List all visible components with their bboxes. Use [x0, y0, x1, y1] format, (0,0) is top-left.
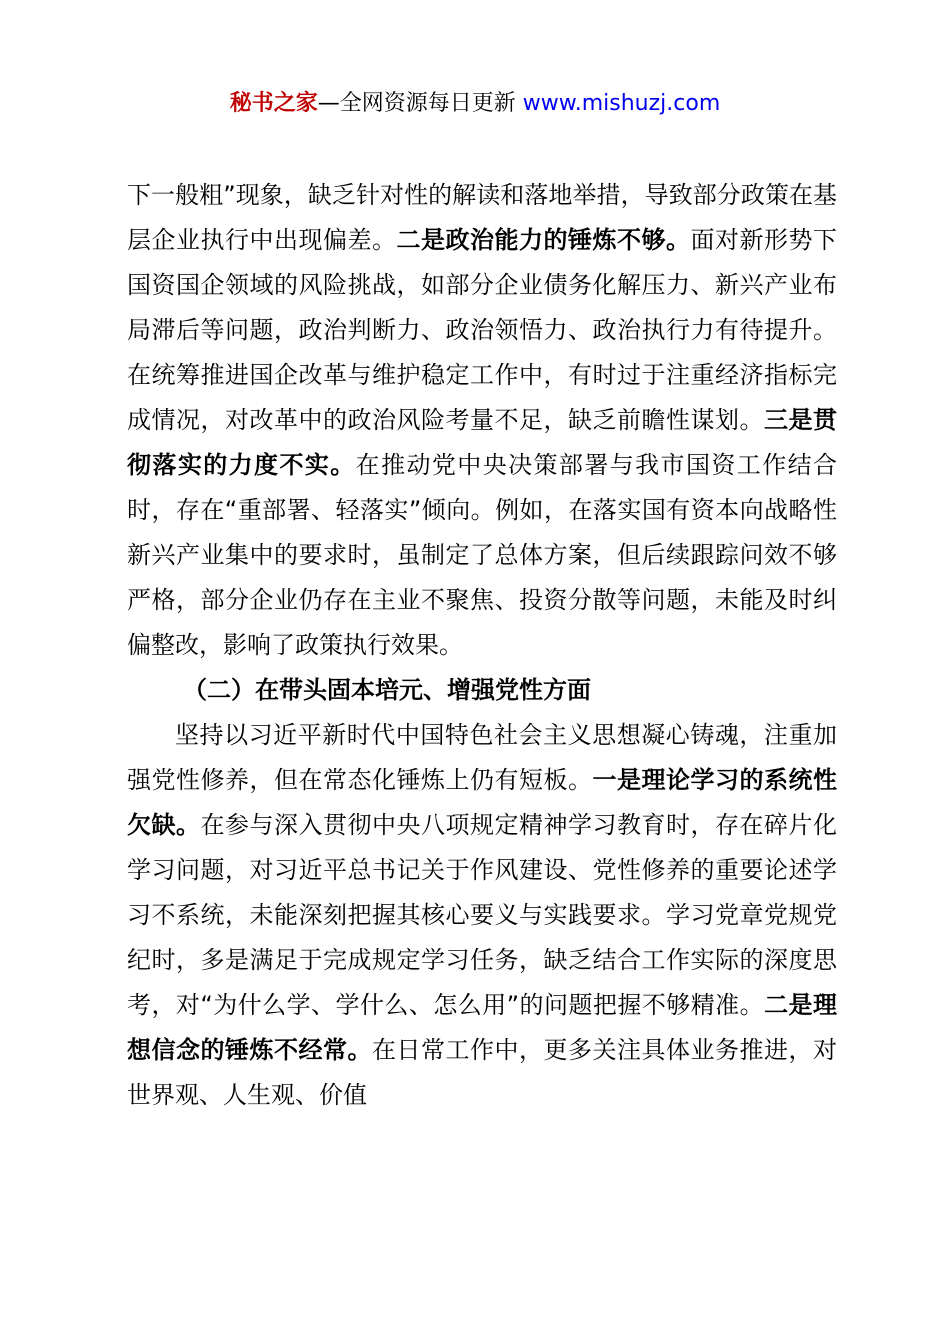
- bold-point-2: 二是理想信念的锤炼不经常。: [127, 991, 837, 1064]
- paragraph-text: 在日常工作中，更多关注具体业务推进，对世界观、人生观、价值: [127, 1036, 837, 1109]
- bold-point-1: 一是理论学习的系统性欠缺。: [127, 766, 837, 839]
- bold-point-2: 二是政治能力的锤炼不够。: [396, 226, 691, 254]
- bold-point-3: 三是贯彻落实的力度不实。: [127, 406, 837, 479]
- paragraph-text: 在参与深入贯彻中央八项规定精神学习教育时，存在碎片化学习问题，对习近平总书记关于作风建设、党性修养的重要论述学习不系统，未能深刻把握其核心要义与实践要求。学习党章党规党纪时，多是满足于完成规定学习任务，缺乏结合工作实际的深度思考，对“为什么学、学什么、怎么用”的问题把握不够精准。: [127, 811, 837, 1019]
- site-brand: 秘书之家: [229, 91, 318, 116]
- site-tagline: —全网资源每日更新: [317, 91, 516, 116]
- paragraph-text: 坚持以习近平新时代中国特色社会主义思想凝心铸魂，注重加强党性修养，但在常态化锤炼上仍有短板。: [127, 721, 837, 794]
- site-url-link[interactable]: www.mishuzj.com: [522, 91, 721, 116]
- paragraph-text: 下一般粗”现象，缺乏针对性的解读和落地举措，导致部分政策在基层企业执行中出现偏差。: [127, 181, 837, 254]
- document-body: [127, 173, 837, 1118]
- paragraph-text: 面对新形势下国资国企领域的风险挑战，如部分企业债务化解压力、新兴产业布局滞后等问题，政治判断力、政治领悟力、政治执行力有待提升。在统筹推进国企改革与维护稳定工作中，有时过于注重经济指标完成情况，对改革中的政治风险考量不足，缺乏前瞻性谋划。: [127, 226, 837, 434]
- site-header: [0, 86, 950, 122]
- section-heading: （二）在带头固本培元、增强党性方面: [183, 676, 591, 704]
- paragraph-party-spirit: [127, 713, 837, 1118]
- paragraph-political-ability: [127, 173, 837, 668]
- paragraph-text: 在推动党中央决策部署与我市国资工作结合时，存在“重部署、轻落实”倾向。例如，在落实国有资本向战略性新兴产业集中的要求时，虽制定了总体方案，但后续跟踪问效不够严格，部分企业仍存在主业不聚焦、投资分散等问题，未能及时纠偏整改，影响了政策执行效果。: [127, 451, 838, 659]
